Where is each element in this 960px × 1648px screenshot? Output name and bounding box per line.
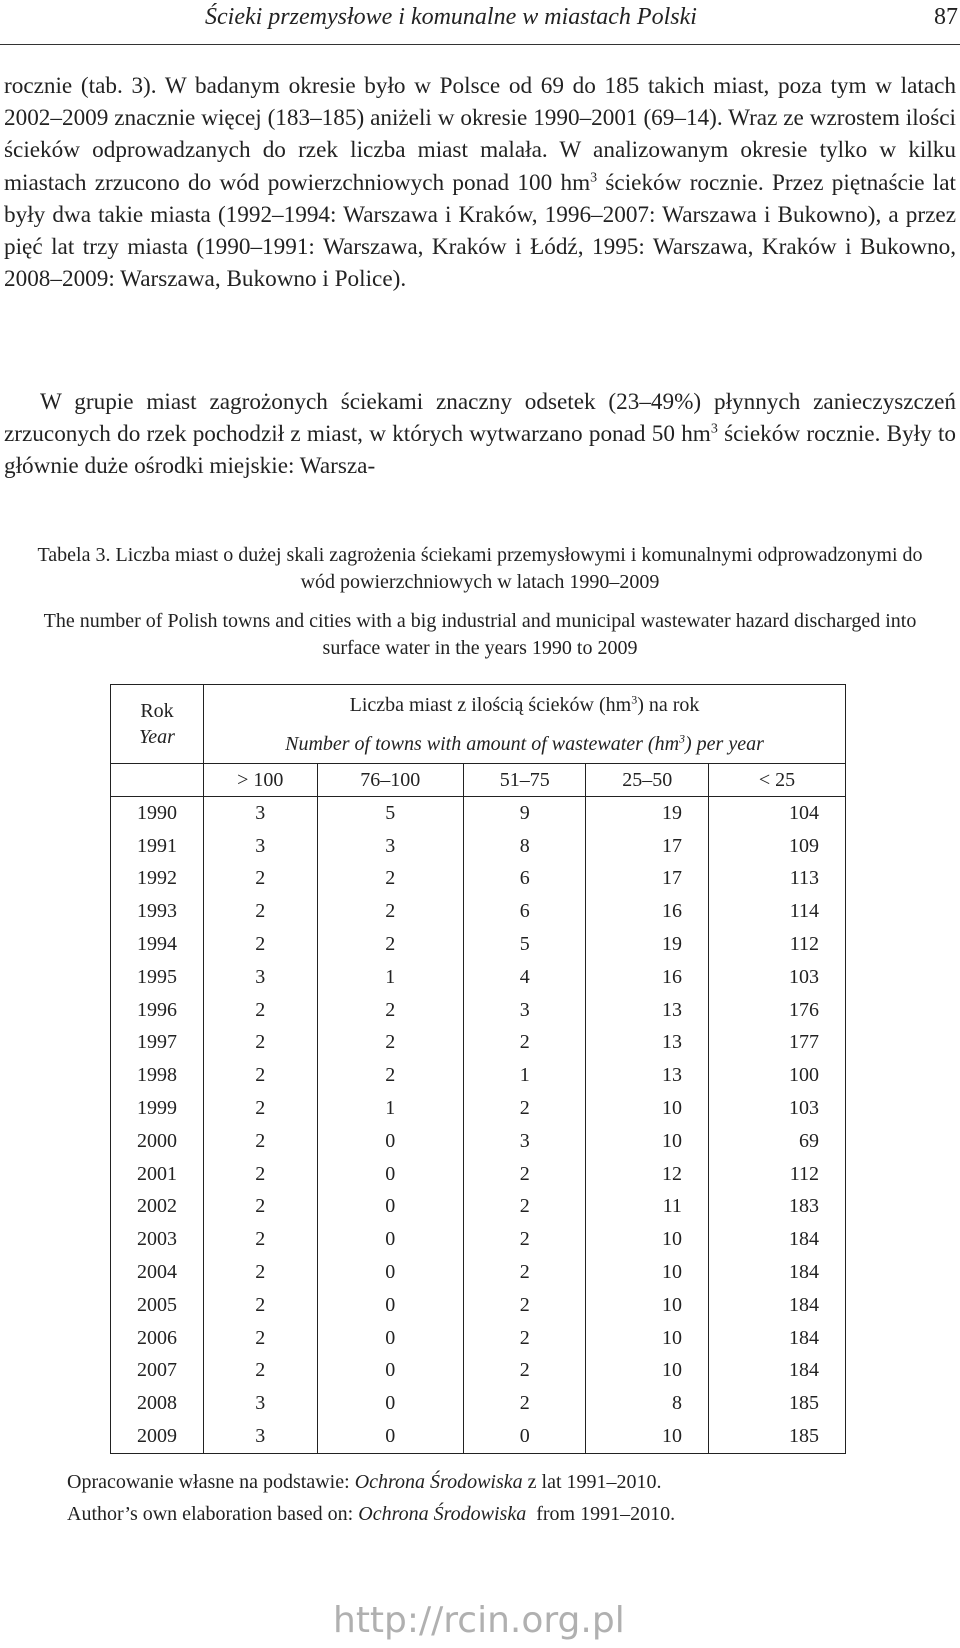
- count-cell: 3: [464, 994, 586, 1027]
- table-row: [111, 1420, 846, 1453]
- count-cell: 0: [317, 1322, 463, 1355]
- year-cell: 2008: [111, 1387, 204, 1420]
- count-cell: 0: [317, 1125, 463, 1158]
- table-row: [111, 1289, 846, 1322]
- count-cell: 2: [464, 1158, 586, 1191]
- group-header-polish: [204, 685, 846, 726]
- count-cell: 2: [204, 895, 318, 928]
- count-cell: 1: [464, 1059, 586, 1092]
- year-cell: 2007: [111, 1355, 204, 1388]
- year-cell: 2006: [111, 1322, 204, 1355]
- source-en-text-b: from 1991–2010.: [526, 1503, 676, 1525]
- table-row: [111, 863, 846, 896]
- count-cell: 3: [204, 1387, 318, 1420]
- year-cell: 2000: [111, 1125, 204, 1158]
- year-header-spacer: [111, 764, 204, 797]
- count-cell: 1: [317, 1092, 463, 1125]
- year-cell: 1998: [111, 1059, 204, 1092]
- count-cell: 3: [204, 1420, 318, 1453]
- year-cell: 1992: [111, 863, 204, 896]
- count-cell: 8: [464, 830, 586, 863]
- count-cell: 2: [464, 1223, 586, 1256]
- count-cell: 183: [708, 1191, 845, 1224]
- table-row: [111, 1387, 846, 1420]
- count-cell: 113: [708, 863, 845, 896]
- body-paragraph-1: [4, 70, 956, 295]
- count-cell: 19: [586, 928, 708, 961]
- count-cell: 10: [586, 1420, 708, 1453]
- count-cell: 19: [586, 797, 708, 830]
- group-header-en-text-a: Number of towns with amount of wastewater (hm: [285, 732, 680, 755]
- count-cell: 8: [586, 1387, 708, 1420]
- count-cell: 3: [204, 797, 318, 830]
- count-cell: 10: [586, 1322, 708, 1355]
- count-cell: 103: [708, 961, 845, 994]
- table-row: [111, 1256, 846, 1289]
- year-cell: 1994: [111, 928, 204, 961]
- group-header-en-text-b: ) per year: [685, 732, 764, 755]
- count-cell: 6: [464, 863, 586, 896]
- table-row: [111, 1059, 846, 1092]
- count-cell: 2: [204, 1322, 318, 1355]
- data-table: [110, 684, 846, 1454]
- count-cell: 17: [586, 830, 708, 863]
- source-pl-journal-title: Ochrona Środowiska: [354, 1471, 523, 1493]
- count-cell: 1: [317, 961, 463, 994]
- source-note-english: [67, 1500, 675, 1528]
- year-cell: 2002: [111, 1191, 204, 1224]
- count-cell: 2: [204, 1223, 318, 1256]
- count-cell: 2: [464, 1355, 586, 1388]
- count-cell: 3: [204, 961, 318, 994]
- range-header-1: 76–100: [317, 764, 463, 797]
- paragraph-2-superscript: 3: [710, 421, 718, 437]
- count-cell: 2: [317, 1059, 463, 1092]
- count-cell: 2: [204, 928, 318, 961]
- count-cell: 10: [586, 1092, 708, 1125]
- year-cell: 1997: [111, 1027, 204, 1060]
- table-row: [111, 961, 846, 994]
- count-cell: 12: [586, 1158, 708, 1191]
- count-cell: 5: [317, 797, 463, 830]
- table-caption-english: The number of Polish towns and cities with a big industrial and municipal wastewater hazard discharged into surface water in the years 1990 to 2009: [43, 610, 917, 659]
- group-header-en-superscript: 3: [679, 730, 686, 745]
- count-cell: 112: [708, 928, 845, 961]
- count-cell: 0: [317, 1420, 463, 1453]
- count-cell: 2: [204, 1059, 318, 1092]
- year-cell: 1990: [111, 797, 204, 830]
- count-cell: 13: [586, 994, 708, 1027]
- year-cell: 1993: [111, 895, 204, 928]
- count-cell: 2: [317, 895, 463, 928]
- count-cell: 103: [708, 1092, 845, 1125]
- count-cell: 2: [204, 1289, 318, 1322]
- table-row: [111, 1125, 846, 1158]
- year-cell: 1995: [111, 961, 204, 994]
- count-cell: 17: [586, 863, 708, 896]
- count-cell: 185: [708, 1420, 845, 1453]
- count-cell: 2: [464, 1092, 586, 1125]
- count-cell: 10: [586, 1256, 708, 1289]
- count-cell: 2: [317, 928, 463, 961]
- range-header-0: > 100: [204, 764, 318, 797]
- count-cell: 2: [464, 1027, 586, 1060]
- count-cell: 2: [204, 1125, 318, 1158]
- paragraph-1-superscript: 3: [590, 169, 598, 185]
- year-cell: 1996: [111, 994, 204, 1027]
- count-cell: 16: [586, 895, 708, 928]
- count-cell: 2: [317, 863, 463, 896]
- body-paragraph-2: [4, 386, 956, 483]
- group-header-pl-text-b: ) na rok: [637, 693, 700, 716]
- count-cell: 2: [464, 1322, 586, 1355]
- group-header-pl-superscript: 3: [631, 691, 638, 706]
- count-cell: 2: [317, 1027, 463, 1060]
- count-cell: 69: [708, 1125, 845, 1158]
- source-note-polish: [67, 1468, 662, 1496]
- range-header-2: 51–75: [464, 764, 586, 797]
- count-cell: 10: [586, 1289, 708, 1322]
- year-cell: 1991: [111, 830, 204, 863]
- count-cell: 177: [708, 1027, 845, 1060]
- count-cell: 11: [586, 1191, 708, 1224]
- count-cell: 2: [204, 1027, 318, 1060]
- count-cell: 184: [708, 1223, 845, 1256]
- count-cell: 114: [708, 895, 845, 928]
- year-column-header: [111, 685, 204, 764]
- count-cell: 3: [317, 830, 463, 863]
- running-header: [0, 0, 960, 45]
- count-cell: 0: [317, 1223, 463, 1256]
- count-cell: 2: [464, 1256, 586, 1289]
- count-cell: 184: [708, 1355, 845, 1388]
- year-cell: 2001: [111, 1158, 204, 1191]
- source-en-text-a: Author’s own elaboration based on:: [67, 1503, 359, 1525]
- count-cell: 3: [464, 1125, 586, 1158]
- count-cell: 3: [204, 830, 318, 863]
- count-cell: 2: [464, 1289, 586, 1322]
- count-cell: 2: [464, 1387, 586, 1420]
- year-cell: 2005: [111, 1289, 204, 1322]
- count-cell: 2: [464, 1191, 586, 1224]
- watermark-url: http://rcin.org.pl: [333, 1600, 625, 1641]
- table-row: [111, 895, 846, 928]
- count-cell: 2: [204, 863, 318, 896]
- group-header-pl-text-a: Liczba miast z ilością ścieków (hm: [349, 693, 632, 716]
- count-cell: 100: [708, 1059, 845, 1092]
- range-header-3: 25–50: [586, 764, 708, 797]
- table-caption-polish: Tabela 3. Liczba miast o dużej skali zagrożenia ściekami przemysłowymi i komunalnymi odprowadzonymi do wód powierzchniowych w latach 1990–2009: [37, 544, 923, 593]
- source-pl-text-b: z lat 1991–2010.: [522, 1471, 662, 1493]
- count-cell: 5: [464, 928, 586, 961]
- table-row: [111, 1092, 846, 1125]
- count-cell: 10: [586, 1355, 708, 1388]
- year-cell: 2009: [111, 1420, 204, 1453]
- count-cell: 2: [317, 994, 463, 1027]
- year-header-pl: Rok: [140, 700, 174, 722]
- count-cell: 185: [708, 1387, 845, 1420]
- count-cell: 2: [204, 1158, 318, 1191]
- count-cell: 10: [586, 1125, 708, 1158]
- count-cell: 6: [464, 895, 586, 928]
- table-row: [111, 830, 846, 863]
- count-cell: 184: [708, 1322, 845, 1355]
- table-row: [111, 1355, 846, 1388]
- count-cell: 16: [586, 961, 708, 994]
- count-cell: 0: [317, 1191, 463, 1224]
- year-cell: 1999: [111, 1092, 204, 1125]
- paragraph-2-text-b: ścieków rocznie. Były to głównie duże ośrodki miejskie: Warsza-: [4, 421, 957, 480]
- year-cell: 2003: [111, 1223, 204, 1256]
- count-cell: 2: [204, 1256, 318, 1289]
- count-cell: 2: [204, 1355, 318, 1388]
- count-cell: 9: [464, 797, 586, 830]
- count-cell: 10: [586, 1223, 708, 1256]
- year-cell: 2004: [111, 1256, 204, 1289]
- running-title: Ścieki przemysłowe i komunalne w miastach Polski: [205, 4, 697, 30]
- count-cell: 0: [317, 1355, 463, 1388]
- range-header-4: < 25: [708, 764, 845, 797]
- paragraph-1-text-a: rocznie (tab. 3). W badanym okresie było w Polsce od 69 do 185 takich miast, poza tym w latach 2002–2009 znacznie więcej (183–185) aniżeli w okresie 1990–2001 (69–14). Wraz ze wzrostem ilości ścieków odprowadzanych do rzek liczba miast malała. W analizowanym okresie tylko w kilku miastach zrzucono do wód powierzchniowych ponad 100 hm: [4, 73, 956, 196]
- table-row: [111, 1322, 846, 1355]
- table-row: [111, 1027, 846, 1060]
- count-cell: 13: [586, 1059, 708, 1092]
- count-cell: 104: [708, 797, 845, 830]
- table-row: [111, 1223, 846, 1256]
- count-cell: 112: [708, 1158, 845, 1191]
- group-header-english: [204, 725, 846, 764]
- count-cell: 176: [708, 994, 845, 1027]
- paragraph-2-text-a: W grupie miast zagrożonych ściekami znaczny odsetek (23–49%) płynnych zanieczyszczeń zrzuconych do rzek pochodził z miast, w których wytwarzano ponad 50 hm: [4, 389, 956, 448]
- count-cell: 0: [317, 1256, 463, 1289]
- table-row: [111, 994, 846, 1027]
- count-cell: 13: [586, 1027, 708, 1060]
- paragraph-1-text-b: ścieków rocznie. Przez piętnaście lat były dwa takie miasta (1992–1994: Warszawa i Kraków, 1996–2007: Warszawa i Bukowno), a przez pięć lat trzy miasta (1990–1991: Warszawa, Kraków i Łódź, 1995: Warszawa, Kraków i Bukowno, 2008–2009: Warszawa, Bukowno i Police).: [4, 169, 956, 293]
- count-cell: 0: [464, 1420, 586, 1453]
- count-cell: 2: [204, 1092, 318, 1125]
- count-cell: 2: [204, 994, 318, 1027]
- source-pl-text-a: Opracowanie własne na podstawie:: [67, 1471, 355, 1493]
- table-row: [111, 797, 846, 830]
- source-en-journal-title: Ochrona Środowiska: [358, 1503, 527, 1525]
- year-header-en: Year: [139, 726, 175, 748]
- count-cell: 184: [708, 1289, 845, 1322]
- count-cell: 184: [708, 1256, 845, 1289]
- table-row: [111, 1191, 846, 1224]
- count-cell: 0: [317, 1158, 463, 1191]
- page-number: 87: [934, 4, 958, 30]
- count-cell: 2: [204, 1191, 318, 1224]
- count-cell: 0: [317, 1289, 463, 1322]
- table-row: [111, 1158, 846, 1191]
- count-cell: 109: [708, 830, 845, 863]
- count-cell: 0: [317, 1387, 463, 1420]
- table-row: [111, 928, 846, 961]
- count-cell: 4: [464, 961, 586, 994]
